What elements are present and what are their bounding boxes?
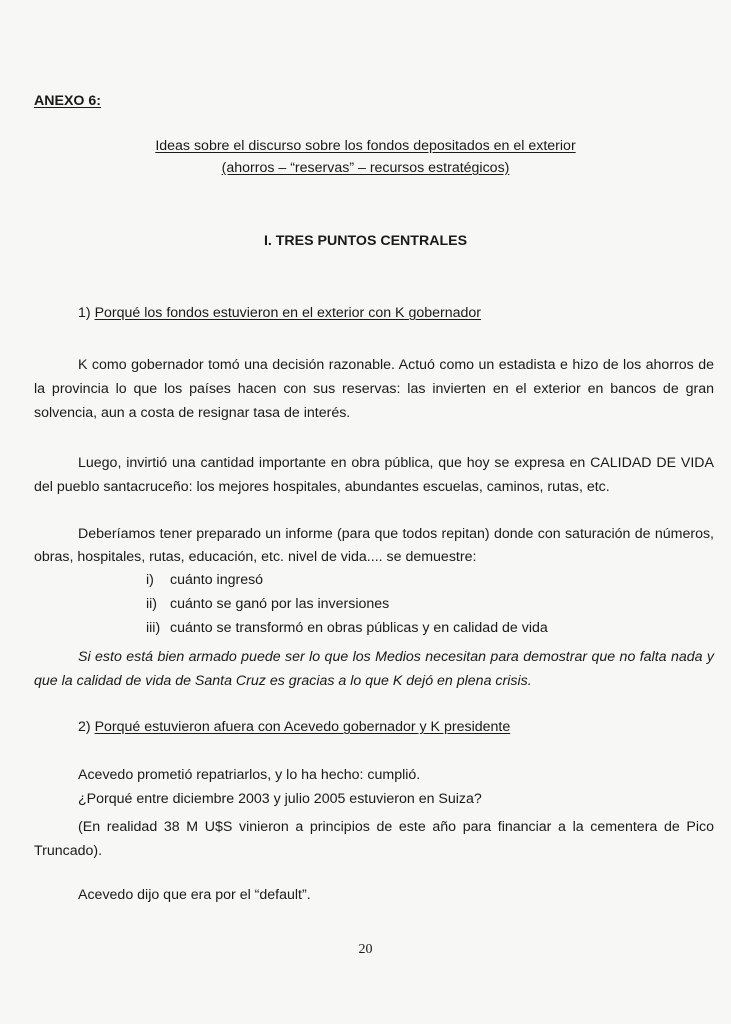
- point-2-heading: [78, 719, 510, 735]
- paragraph-5-line-2: ¿Porqué entre diciembre 2003 y julio 2005 estuvieron en Suiza?: [78, 791, 482, 807]
- section-heading: I. TRES PUNTOS CENTRALES: [263, 233, 468, 249]
- point-1-heading: [78, 305, 481, 321]
- paragraph-italic-note: Si esto está bien armado puede ser lo que los Medios necesitan para demostrar que no falta nada y que la calidad de vida de Santa Cruz es gracias a lo que K dejó en plena crisis.: [34, 649, 714, 689]
- paragraph-5-line-3: (En realidad 38 M U$S vinieron a principios de este año para financiar a la cementera de Pico Truncado).: [34, 819, 714, 859]
- list-item: [146, 596, 389, 612]
- point-2-number: 2): [78, 719, 95, 735]
- list-text: cuánto se ganó por las inversiones: [170, 596, 390, 612]
- list-marker: iii): [146, 620, 161, 636]
- point-1-title: Porqué los fondos estuvieron en el exterior con K gobernador: [94, 305, 482, 321]
- page-number: 20: [358, 942, 373, 957]
- paragraph-3: Deberíamos tener preparado un informe (para que todos repitan) donde con saturación de números, obras, hospitales, rutas, educación, etc. nivel de vida.... se demuestre:: [34, 526, 714, 565]
- list-marker: i): [146, 572, 154, 588]
- list-marker: ii): [146, 596, 158, 612]
- paragraph-1: K como gobernador tomó una decisión razonable. Actuó como un estadista e hizo de los ahorros de la provincia lo que los países hacen con sus reservas: las invierten en el exterior en bancos de gran solvencia, aun a costa de resignar tasa de interés.: [34, 357, 714, 421]
- subtitle-line-2: (ahorros – “reservas” – recursos estratégicos): [221, 160, 510, 176]
- paragraph-6: Acevedo dijo que era por el “default”.: [78, 887, 311, 903]
- list-text: cuánto ingresó: [170, 572, 264, 588]
- paragraph-2: Luego, invirtió una cantidad importante en obra pública, que hoy se expresa en CALIDAD DE VIDA del pueblo santacruceño: los mejores hospitales, abundantes escuelas, caminos, rutas, etc.: [34, 455, 714, 495]
- list-item: [146, 572, 263, 588]
- paragraph-5-line-1: Acevedo prometió repatriarlos, y lo ha hecho: cumplió.: [78, 767, 421, 783]
- subtitle-line-1: Ideas sobre el discurso sobre los fondos depositados en el exterior: [155, 138, 576, 154]
- point-2-title: Porqué estuvieron afuera con Acevedo gobernador y K presidente: [94, 719, 511, 735]
- list-item: [146, 620, 548, 636]
- point-1-number: 1): [78, 305, 95, 321]
- annex-title: ANEXO 6:: [34, 93, 102, 109]
- list-text: cuánto se transformó en obras públicas y en calidad de vida: [170, 620, 548, 636]
